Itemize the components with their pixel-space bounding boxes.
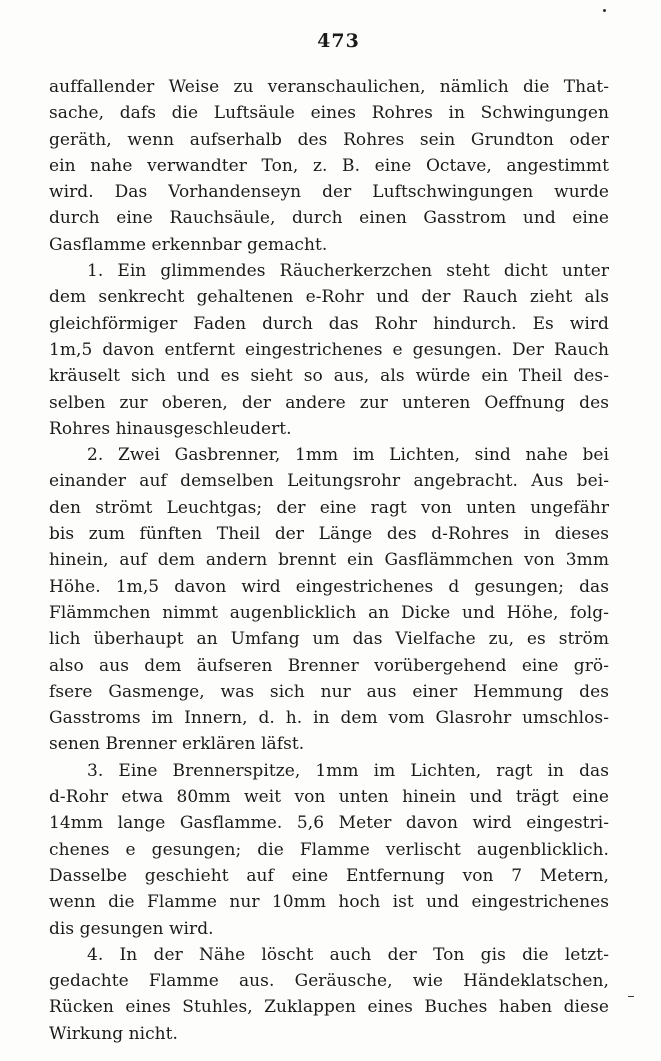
text-line: Gasflamme erkennbar gemacht. — [49, 234, 328, 255]
text-line: Rücken eines Stuhles, Zuklappen eines Buches haben diese — [49, 997, 609, 1018]
text-line: bis zum fünften Theil der Länge des d-Rohres in dieses — [49, 524, 609, 545]
text-line: wenn die Flamme nur 10mm hoch ist und eingestrichenes — [49, 892, 609, 913]
text-line: wird. Das Vorhandenseyn der Luftschwingungen wurde — [49, 182, 609, 203]
paragraph-2-start: 2. Zwei Gasbrenner, 1mm im Lichten, sind nahe bei — [87, 445, 609, 466]
text-line: sache, dafs die Luftsäule eines Rohres in Schwingungen — [49, 103, 609, 124]
text-line: hinein, auf dem andern brennt ein Gasflämmchen von 3mm — [49, 550, 609, 571]
paragraph-3-start: 3. Eine Brennerspitze, 1mm im Lichten, ragt in das — [87, 760, 609, 781]
text-line: lich überhaupt an Umfang um das Vielfache zu, es ström — [49, 629, 609, 650]
page-number: 473 — [317, 30, 360, 52]
text-line: chenes e gesungen; die Flamme verlischt augenblicklich. — [49, 839, 609, 860]
scan-speck — [603, 9, 606, 12]
text-line: Wirkung nicht. — [49, 1023, 179, 1044]
text-line: dem senkrecht gehaltenen e-Rohr und der Rauch zieht als — [49, 287, 609, 308]
text-line: senen Brenner erklären läfst. — [49, 734, 305, 755]
text-line: durch eine Rauchsäule, durch einen Gasstrom und eine — [49, 208, 609, 229]
paragraph-1-start: 1. Ein glimmendes Räucherkerzchen steht dicht unter — [87, 261, 609, 282]
text-line: kräuselt sich und es sieht so aus, als würde ein Theil des- — [49, 366, 609, 387]
text-line: Rohres hinausgeschleudert. — [49, 418, 292, 439]
text-line: Flämmchen nimmt augenblicklich an Dicke und Höhe, folg- — [49, 602, 609, 623]
text-line: selben zur oberen, der andere zur unteren Oeffnung des — [49, 392, 609, 413]
text-line: den strömt Leuchtgas; der eine ragt von unten ungefähr — [49, 497, 609, 518]
text-line: d-Rohr etwa 80mm weit von unten hinein und trägt eine — [49, 787, 609, 808]
text-line: auffallender Weise zu veranschaulichen, nämlich die That- — [49, 77, 609, 97]
body-text — [49, 74, 609, 1047]
text-line: 1m,5 davon entfernt eingestrichenes e gesungen. Der Rauch — [49, 339, 609, 360]
scan-speck — [628, 996, 634, 997]
text-line: geräth, wenn aufserhalb des Rohres sein Grundton oder — [49, 129, 609, 150]
text-line: Gasstroms im Innern, d. h. in dem vom Glasrohr umschlos- — [49, 708, 609, 729]
text-line: Höhe. 1m,5 davon wird eingestrichenes d gesungen; das — [49, 576, 609, 597]
text-line: dis gesungen wird. — [49, 918, 214, 939]
text-line: also aus dem äufseren Brenner vorübergehend eine grö- — [49, 655, 609, 676]
text-line: 14mm lange Gasflamme. 5,6 Meter davon wird eingestri- — [49, 813, 609, 834]
paragraph-4-start: 4. In der Nähe löscht auch der Ton gis die letzt- — [87, 944, 609, 965]
text-line: gedachte Flamme aus. Geräusche, wie Händeklatschen, — [49, 971, 609, 992]
text-line: fsere Gasmenge, was sich nur aus einer Hemmung des — [49, 681, 609, 702]
text-line: Dasselbe geschieht auf eine Entfernung von 7 Metern, — [49, 865, 609, 886]
text-line: ein nahe verwandter Ton, z. B. eine Octave, angestimmt — [49, 155, 609, 176]
text-line: gleichförmiger Faden durch das Rohr hindurch. Es wird — [49, 313, 609, 334]
text-line: einander auf demselben Leitungsrohr angebracht. Aus bei- — [49, 471, 609, 492]
